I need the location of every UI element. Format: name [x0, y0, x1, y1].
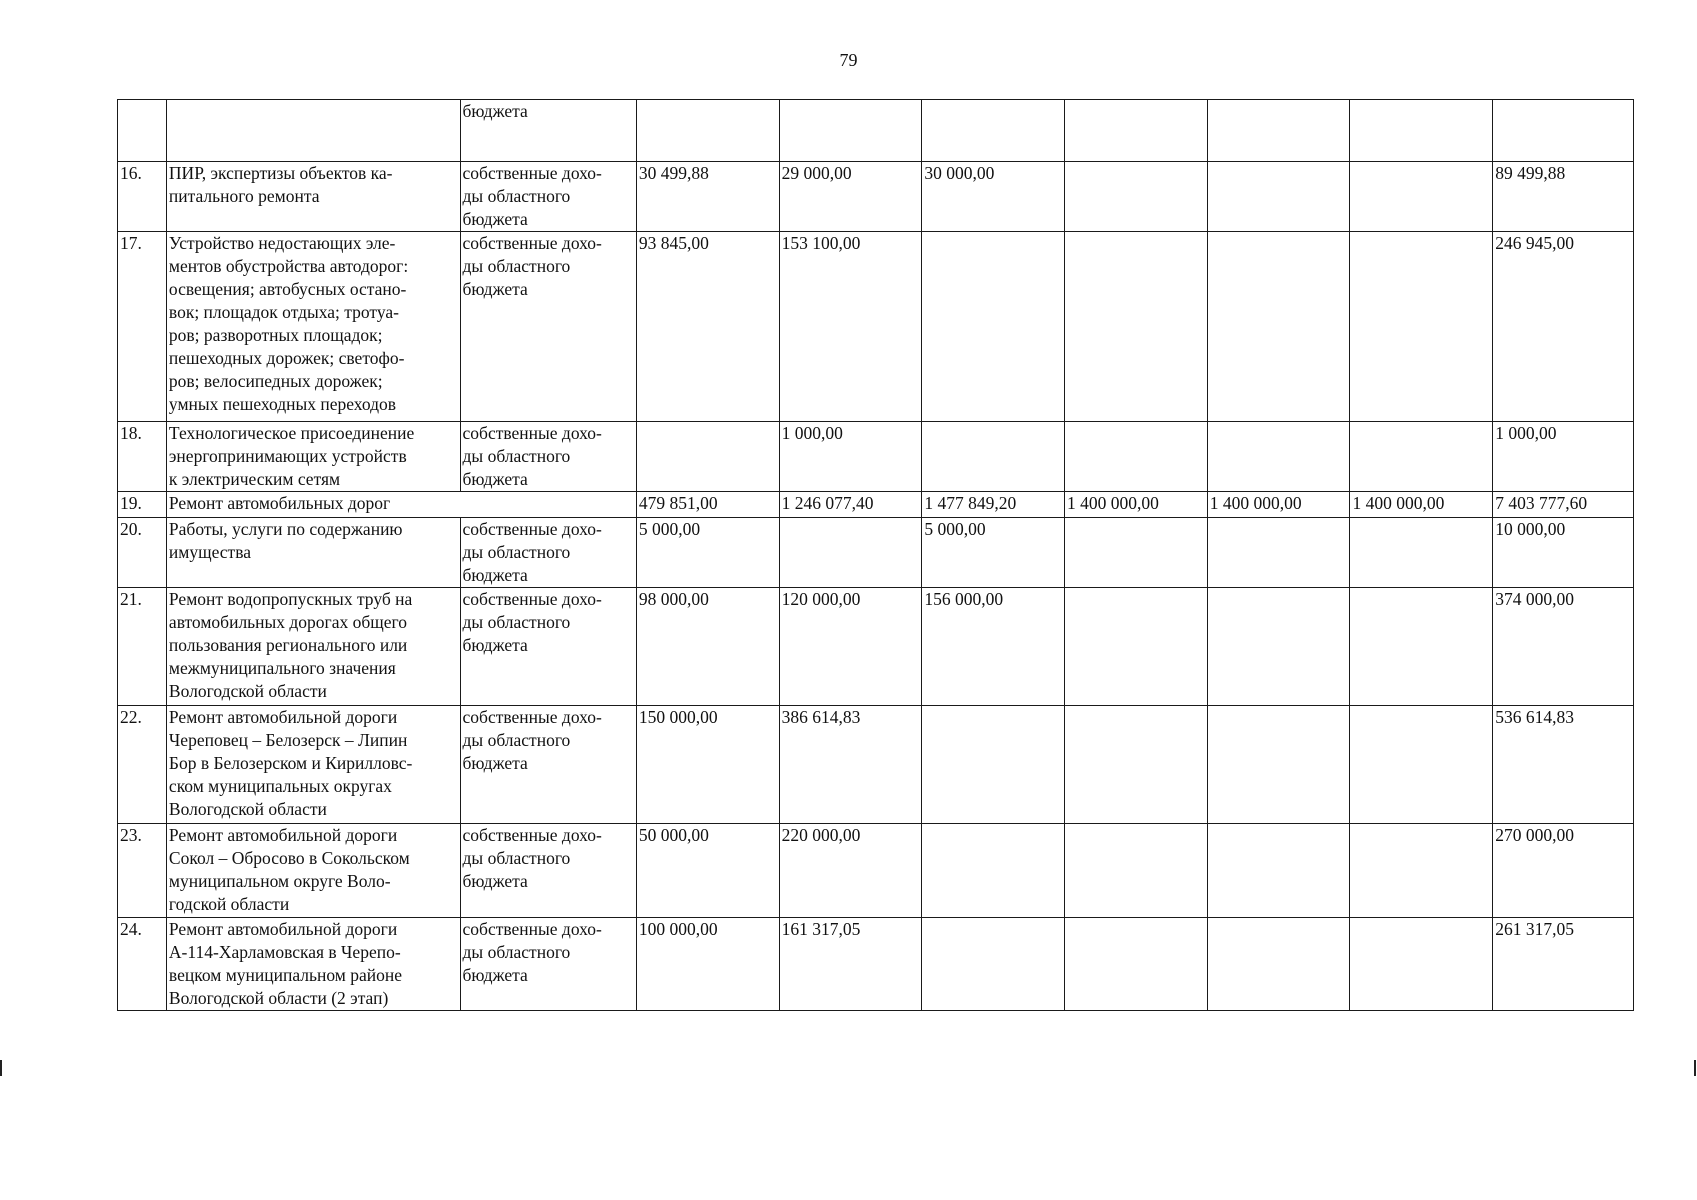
row-value-cell	[636, 100, 779, 162]
row-value-cell	[1350, 232, 1493, 422]
row-name-cell: Ремонт водопропускных труб на автомобильных дорогах общего пользования регионального или межмуниципального значения Вологодской области	[166, 588, 460, 706]
row-value-cell	[1065, 518, 1208, 588]
row-value-cell	[1350, 100, 1493, 162]
table-row	[118, 232, 1634, 422]
row-name-cell: Ремонт автомобильной дороги А-114-Харламовская в Черепо- вецком муниципальном районе Вологодской области (2 этап)	[166, 918, 460, 1011]
row-value-cell	[1350, 918, 1493, 1011]
row-name-cell: Ремонт автомобильной дороги Череповец – Белозерск – Липин Бор в Белозерском и Кирилловс- ском муниципальных округах Вологодской области	[166, 706, 460, 824]
table-row	[118, 918, 1634, 1011]
row-source-cell: собственные дохо- ды областного бюджета	[460, 824, 636, 918]
row-name-cell: Работы, услуги по содержанию имущества	[166, 518, 460, 588]
row-value-cell: 220 000,00	[779, 824, 922, 918]
row-value-cell	[1065, 918, 1208, 1011]
row-value-cell	[922, 232, 1065, 422]
row-value-cell	[1065, 422, 1208, 492]
row-number-cell: 24.	[118, 918, 167, 1011]
row-value-cell: 153 100,00	[779, 232, 922, 422]
row-value-cell	[922, 918, 1065, 1011]
row-source-cell: собственные дохо- ды областного бюджета	[460, 162, 636, 232]
row-number-cell: 22.	[118, 706, 167, 824]
row-value-cell: 1 400 000,00	[1065, 492, 1208, 518]
row-value-cell	[1207, 824, 1350, 918]
page-number: 79	[839, 50, 858, 70]
row-value-cell: 161 317,05	[779, 918, 922, 1011]
row-value-cell	[636, 422, 779, 492]
row-number-cell: 16.	[118, 162, 167, 232]
row-source-cell: собственные дохо- ды областного бюджета	[460, 232, 636, 422]
table-row	[118, 824, 1634, 918]
row-value-cell	[1350, 518, 1493, 588]
row-value-cell: 93 845,00	[636, 232, 779, 422]
row-value-cell: 5 000,00	[636, 518, 779, 588]
row-value-cell	[922, 422, 1065, 492]
row-value-cell	[1350, 162, 1493, 232]
row-value-cell	[1207, 518, 1350, 588]
row-value-cell	[922, 100, 1065, 162]
row-value-cell: 29 000,00	[779, 162, 922, 232]
row-name-cell: ПИР, экспертизы объектов ка- питального ремонта	[166, 162, 460, 232]
row-value-cell	[1350, 706, 1493, 824]
row-value-cell: 30 000,00	[922, 162, 1065, 232]
row-number-cell: 19.	[118, 492, 167, 518]
row-value-cell	[779, 100, 922, 162]
row-value-cell: 50 000,00	[636, 824, 779, 918]
row-value-cell	[1065, 706, 1208, 824]
row-value-cell: 386 614,83	[779, 706, 922, 824]
row-value-cell: 98 000,00	[636, 588, 779, 706]
row-value-cell	[779, 518, 922, 588]
table-row	[118, 422, 1634, 492]
row-value-cell	[1207, 918, 1350, 1011]
row-source-cell: собственные дохо- ды областного бюджета	[460, 588, 636, 706]
row-number-cell: 21.	[118, 588, 167, 706]
row-source-cell: собственные дохо- ды областного бюджета	[460, 918, 636, 1011]
row-name-cell: Ремонт автомобильной дороги Сокол – Обросово в Сокольском муниципальном округе Воло- годской области	[166, 824, 460, 918]
table-row-summary	[118, 492, 1634, 518]
row-total-cell: 374 000,00	[1493, 588, 1634, 706]
row-value-cell	[1065, 232, 1208, 422]
row-value-cell	[1207, 422, 1350, 492]
row-value-cell	[1207, 232, 1350, 422]
row-total-cell: 246 945,00	[1493, 232, 1634, 422]
row-number-cell: 18.	[118, 422, 167, 492]
row-total-cell: 89 499,88	[1493, 162, 1634, 232]
row-total-cell: 536 614,83	[1493, 706, 1634, 824]
row-name-cell: Технологическое присоединение энергопринимающих устройств к электрическим сетям	[166, 422, 460, 492]
row-value-cell: 1 400 000,00	[1207, 492, 1350, 518]
row-value-cell: 120 000,00	[779, 588, 922, 706]
row-name-cell	[166, 100, 460, 162]
row-value-cell: 1 400 000,00	[1350, 492, 1493, 518]
row-total-cell	[1493, 100, 1634, 162]
budget-table	[117, 99, 1634, 1011]
row-value-cell: 156 000,00	[922, 588, 1065, 706]
row-value-cell: 1 246 077,40	[779, 492, 922, 518]
row-value-cell	[1207, 100, 1350, 162]
row-value-cell	[1065, 162, 1208, 232]
row-total-cell: 10 000,00	[1493, 518, 1634, 588]
row-number-cell	[118, 100, 167, 162]
row-value-cell	[1065, 824, 1208, 918]
scan-margin-mark	[0, 1060, 2, 1076]
row-value-cell: 100 000,00	[636, 918, 779, 1011]
row-value-cell: 30 499,88	[636, 162, 779, 232]
row-total-cell: 7 403 777,60	[1493, 492, 1634, 518]
row-total-cell: 270 000,00	[1493, 824, 1634, 918]
row-source-cell: собственные дохо- ды областного бюджета	[460, 706, 636, 824]
table-row	[118, 706, 1634, 824]
row-value-cell	[1350, 422, 1493, 492]
row-total-cell: 261 317,05	[1493, 918, 1634, 1011]
row-value-cell	[1207, 588, 1350, 706]
row-source-cell: собственные дохо- ды областного бюджета	[460, 422, 636, 492]
row-number-cell: 17.	[118, 232, 167, 422]
row-value-cell	[1207, 706, 1350, 824]
row-number-cell: 20.	[118, 518, 167, 588]
table-row	[118, 588, 1634, 706]
row-value-cell: 150 000,00	[636, 706, 779, 824]
table-row	[118, 518, 1634, 588]
row-source-cell: бюджета	[460, 100, 636, 162]
row-value-cell: 1 000,00	[779, 422, 922, 492]
row-number-cell: 23.	[118, 824, 167, 918]
row-value-cell	[1350, 588, 1493, 706]
scan-margin-mark	[1694, 1060, 1696, 1076]
row-name-cell: Ремонт автомобильных дорог	[166, 492, 636, 518]
row-value-cell: 5 000,00	[922, 518, 1065, 588]
row-value-cell	[922, 706, 1065, 824]
table-row	[118, 162, 1634, 232]
row-value-cell	[1065, 588, 1208, 706]
row-source-cell: собственные дохо- ды областного бюджета	[460, 518, 636, 588]
row-value-cell	[1065, 100, 1208, 162]
row-name-cell: Устройство недостающих эле- ментов обустройства автодорог: освещения; автобусных остано- вок; площадок отдыха; тротуа- ров; разворотных площадок; пешеходных дорожек; светофо- ров; велосипедных дорожек; умных пешеходных переходов	[166, 232, 460, 422]
row-value-cell	[1207, 162, 1350, 232]
row-value-cell: 1 477 849,20	[922, 492, 1065, 518]
row-total-cell: 1 000,00	[1493, 422, 1634, 492]
row-value-cell	[922, 824, 1065, 918]
row-value-cell: 479 851,00	[636, 492, 779, 518]
row-value-cell	[1350, 824, 1493, 918]
table-row-continuation	[118, 100, 1634, 162]
